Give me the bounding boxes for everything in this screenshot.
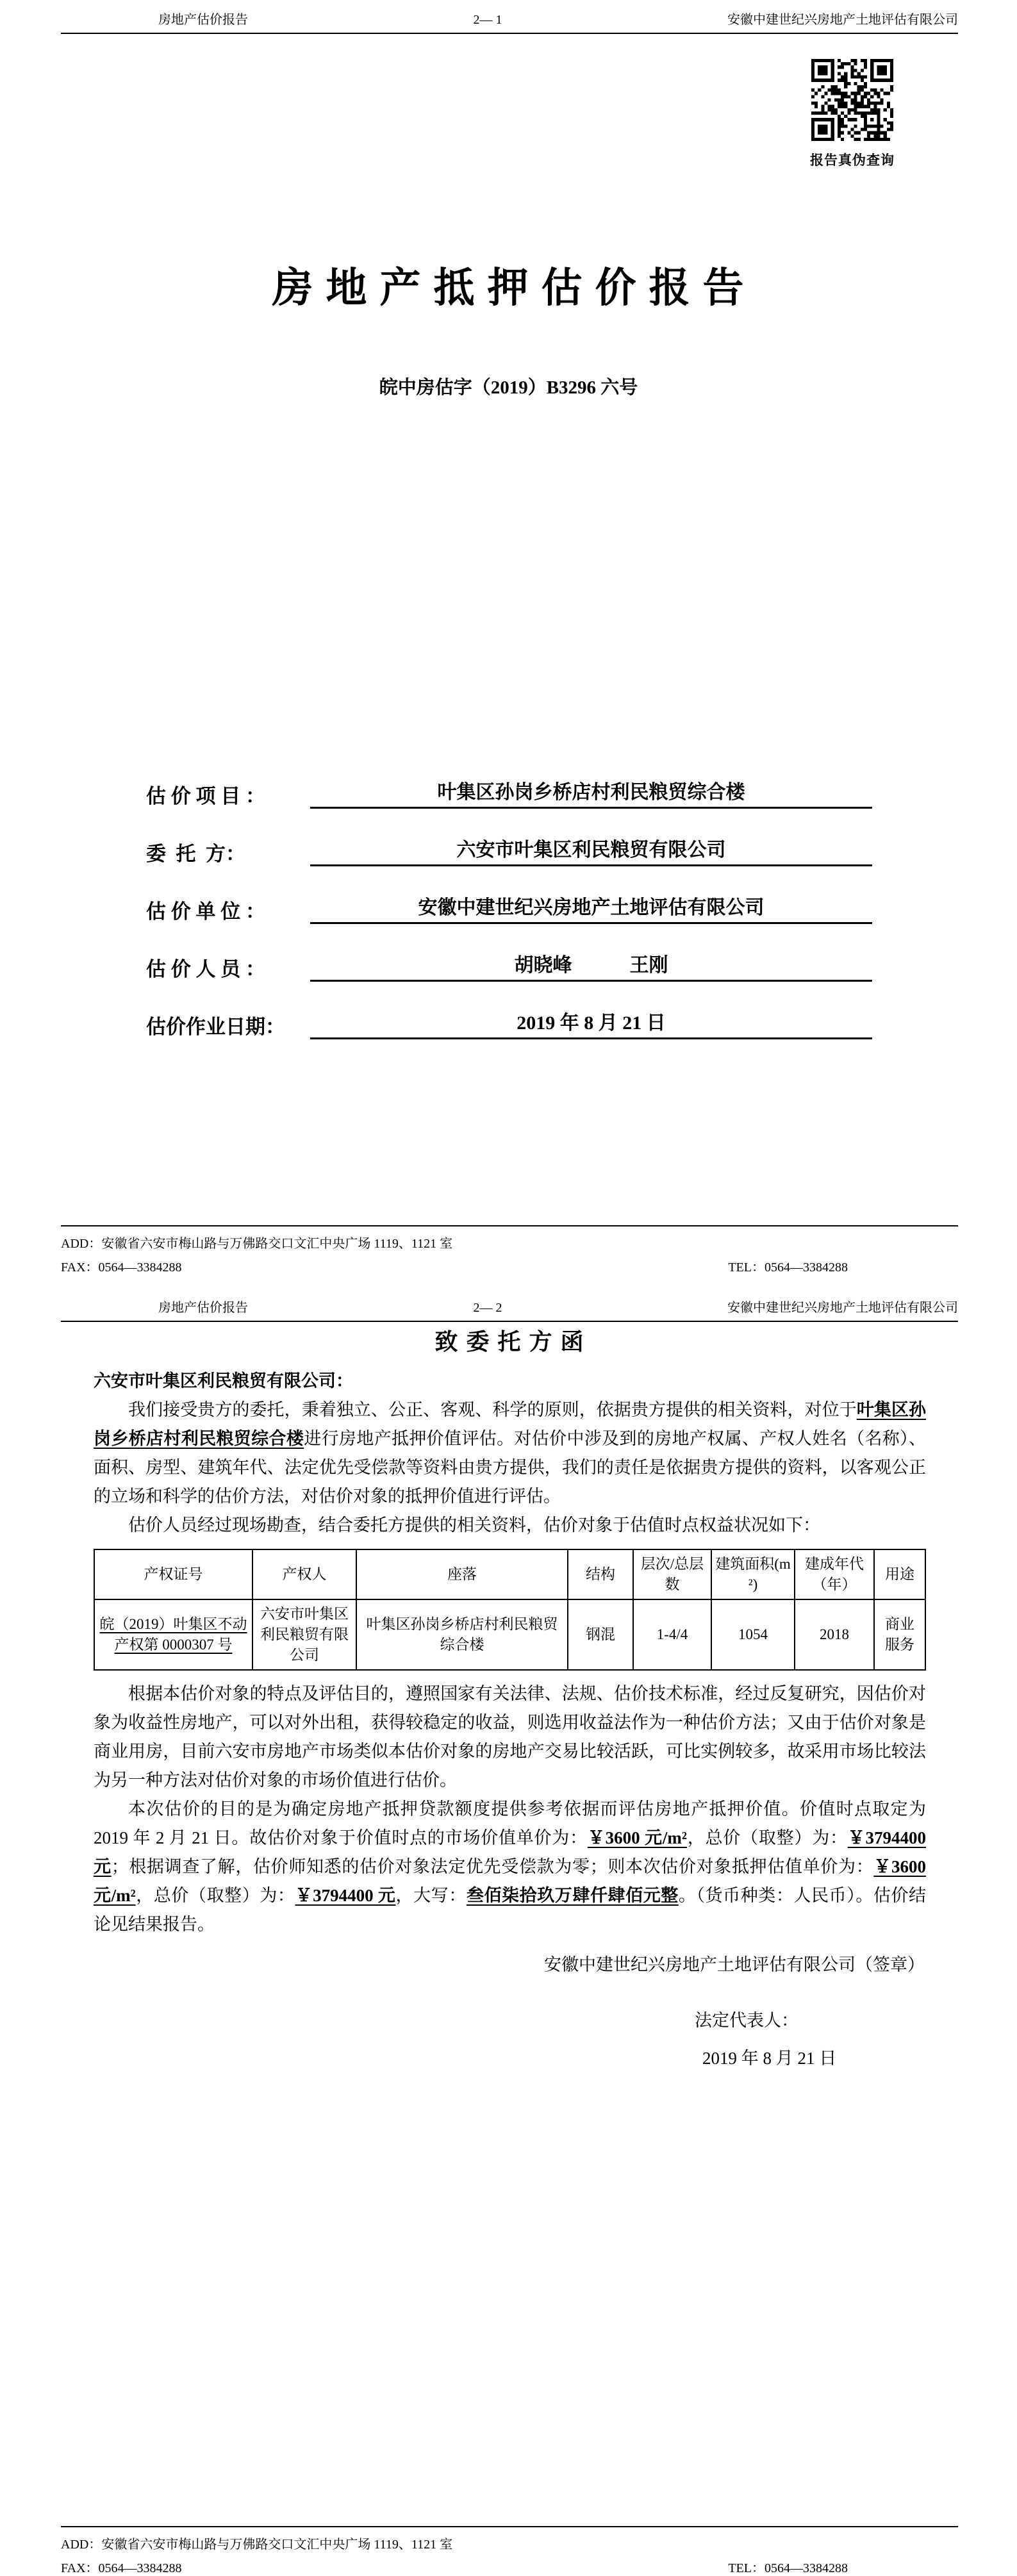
text-run: ；根据调查了解，估价师知悉的估价对象法定优先受偿款为零；则本次估价对象抵押估值单价为：	[111, 1857, 874, 1876]
footer-contact-line	[61, 1257, 958, 1275]
table-cell: 1054	[711, 1599, 795, 1670]
text-run: ￥3794400 元	[94, 1828, 927, 1876]
ownership-table-body	[94, 1599, 925, 1670]
field-label: 委 托 方：	[146, 843, 245, 865]
field-row-agency	[146, 892, 872, 924]
page2-running-header	[61, 1297, 958, 1322]
paragraphs-before-table	[94, 1396, 926, 1540]
doc-number: 皖中房估字（2019）B3296 六号	[379, 377, 638, 398]
table-header-cell: 结构	[568, 1549, 633, 1599]
ownership-table-head	[94, 1549, 925, 1599]
header-doc-title: 房地产估价报告	[158, 13, 248, 27]
header-page-number: 2— 2	[473, 1301, 502, 1315]
footer-contact-line	[61, 2557, 958, 2576]
field-label: 估 价 项 目 ：	[146, 785, 265, 807]
text-run: ，总价（取整）为：	[135, 1886, 295, 1905]
footer-tel: TEL：0564—3384288	[728, 2561, 848, 2575]
footer-address: ADD：安徽省六安市梅山路与万佛路交口文汇中央广场 1119、1121 室	[61, 1237, 453, 1251]
field-label: 估价作业日期：	[146, 1016, 285, 1038]
text-run: ￥3794400 元	[295, 1886, 396, 1905]
paragraphs-after-table	[94, 1680, 926, 1939]
table-header-cell: 建成年代（年）	[795, 1549, 874, 1599]
field-row-appraisers	[146, 950, 872, 982]
table-cell: 商业服务	[874, 1599, 925, 1670]
table-header-cell: 用途	[874, 1549, 925, 1599]
salutation: 六安市叶集区利民粮贸有限公司：	[94, 1371, 353, 1391]
field-value: 胡晓峰 王刚	[310, 949, 872, 982]
qr-caption: 报告真伪查询	[810, 153, 895, 168]
field-row-date	[146, 1007, 872, 1039]
text-run: ，大写：	[395, 1886, 467, 1905]
field-row-client	[146, 834, 872, 866]
field-value: 2019 年 8 月 21 日	[310, 1007, 872, 1039]
table-header-row	[94, 1549, 925, 1599]
body-paragraph	[94, 1511, 926, 1540]
body-paragraph	[94, 1396, 926, 1511]
page1-running-footer	[61, 1225, 958, 1275]
agency-signature: 安徽中建世纪兴房地产土地评估有限公司（签章）	[544, 1955, 925, 1974]
table-cell: 六安市叶集区利民粮贸有限公司	[252, 1599, 356, 1670]
text-run: 我们接受贵方的委托，秉着独立、公正、客观、科学的原则，依据贵方提供的相关资料，对位于	[128, 1400, 857, 1419]
text-run: ￥3600 元/m²	[94, 1857, 927, 1905]
letter-title: 致 委 托 方 函	[434, 1329, 585, 1355]
text-run: 进行房地产抵押价值评估。对估价中涉及到的房地产权属、产权人姓名（名称）、面积、房型、建筑年代、法定优先受偿款等资料由贵方提供，我们的责任是依据贵方提供的资料，以客观公正的立场和科学的估价方法，对估价对象的抵押价值进行评估。	[94, 1429, 927, 1506]
footer-address: ADD：安徽省六安市梅山路与万佛路交口文汇中央广场 1119、1121 室	[61, 2538, 453, 2552]
page1-running-header	[61, 9, 958, 34]
footer-fax: FAX：0564—3384288	[61, 1260, 182, 1275]
body-paragraph	[94, 1795, 926, 1939]
letter-body	[94, 1328, 926, 2073]
qr-code-icon	[811, 59, 893, 141]
field-label: 估 价 单 位 ：	[146, 900, 265, 923]
field-value: 叶集区孙岗乡桥店村利民粮贸综合楼	[310, 776, 872, 809]
table-header-cell: 层次/总层数	[633, 1549, 711, 1599]
header-doc-title: 房地产估价报告	[158, 1301, 248, 1315]
field-row-project	[146, 777, 872, 809]
qr-block	[806, 59, 898, 169]
table-header-cell: 产权人	[252, 1549, 356, 1599]
field-value: 六安市叶集区利民粮贸有限公司	[310, 834, 872, 866]
footer-fax: FAX：0564—3384288	[61, 2561, 182, 2575]
table-cell: 2018	[795, 1599, 874, 1670]
report-title: 房 地 产 抵 押 估 价 报 告	[272, 265, 745, 311]
header-page-number: 2— 1	[473, 13, 502, 27]
body-paragraph	[94, 1680, 926, 1795]
text-run: 。（货币种类：人民币）。估价结论见结果报告。	[94, 1886, 927, 1934]
signature-date: 2019 年 8 月 21 日	[702, 2049, 837, 2068]
table-cell: 钢混	[568, 1599, 633, 1670]
text-run: 叁佰柒拾玖万肆仟肆佰元整	[466, 1886, 679, 1905]
page2-running-footer	[61, 2526, 958, 2576]
header-company-name: 安徽中建世纪兴房地产土地评估有限公司	[727, 1301, 958, 1315]
table-header-cell: 建筑面积(m²)	[711, 1549, 795, 1599]
text-run: ，总价（取整）为：	[687, 1828, 848, 1847]
field-value: 安徽中建世纪兴房地产土地评估有限公司	[310, 891, 872, 924]
text-run: 本次估价的目的是为确定房地产抵押贷款额度提供参考依据而评估房地产抵押价值。价值时点取定为 2019 年 2 月 21 日。故估价对象于价值时点的市场价值单价为：	[94, 1799, 926, 1847]
table-cell: 1-4/4	[633, 1599, 711, 1670]
footer-tel: TEL：0564—3384288	[728, 1260, 848, 1275]
table-row	[94, 1599, 925, 1670]
table-cell: 皖（2019）叶集区不动产权第 0000307 号	[94, 1599, 252, 1670]
text-run: 叶集区孙岗乡桥店村利民粮贸综合楼	[94, 1400, 927, 1448]
legal-representative-label: 法定代表人：	[695, 2011, 798, 2030]
text-run: ￥3600 元/m²	[587, 1828, 688, 1847]
cover-fields	[146, 777, 872, 1065]
table-cell: 叶集区孙岗乡桥店村利民粮贸综合楼	[356, 1599, 568, 1670]
text-run: 估价人员经过现场勘查，结合委托方提供的相关资料，估价对象于估值时点权益状况如下：	[128, 1515, 820, 1535]
table-header-cell: 座落	[356, 1549, 568, 1599]
header-company-name: 安徽中建世纪兴房地产土地评估有限公司	[727, 13, 958, 27]
ownership-table	[94, 1549, 926, 1671]
field-label: 估 价 人 员 ：	[146, 958, 265, 980]
text-run: 根据本估价对象的特点及评估目的，遵照国家有关法律、法规、估价技术标准，经过反复研究，因估价对象为收益性房地产，可以对外出租，获得较稳定的收益，则选用收益法作为一种估价方法；又由于估价对象是商业用房，目前六安市房地产市场类似本估价对象的房地产交易比较活跃，可比实例较多，故采用市场比较法为另一种方法对估价对象的市场价值进行估价。	[94, 1684, 926, 1790]
table-header-cell: 产权证号	[94, 1549, 252, 1599]
page-2	[0, 1288, 1017, 2576]
